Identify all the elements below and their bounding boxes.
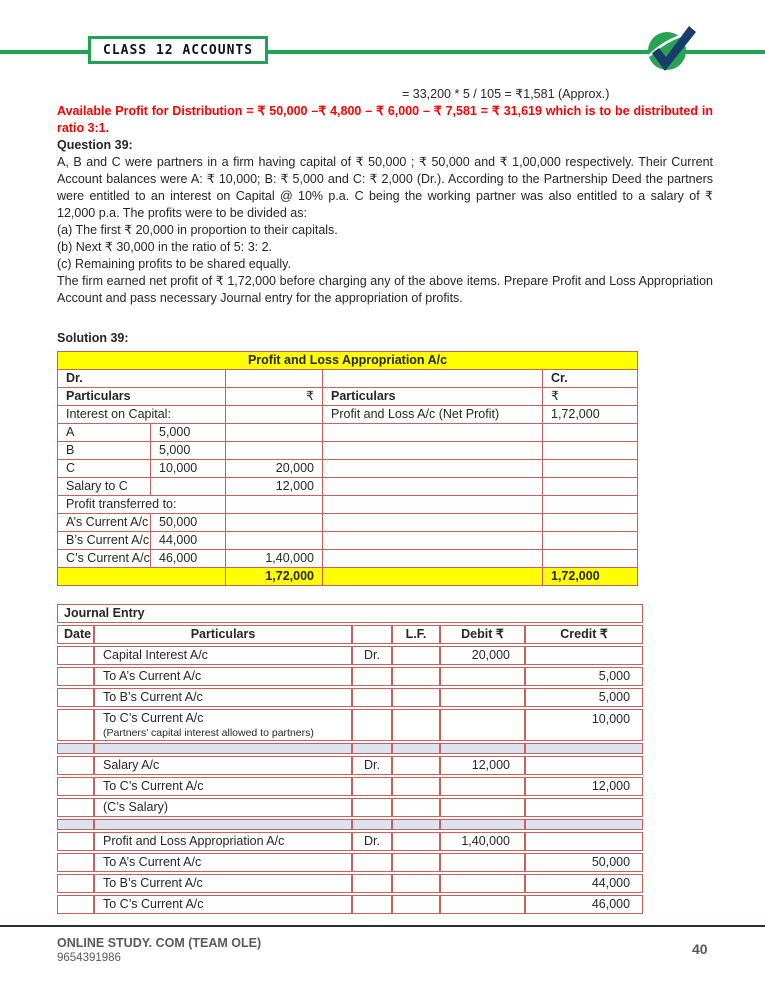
table-row — [58, 442, 638, 460]
question-point-c: (c) Remaining profits to be shared equally. — [57, 257, 291, 271]
col-header-rupee-right: ₹ — [543, 388, 638, 406]
table-row — [57, 625, 643, 644]
col-header-particulars-left: Particulars — [58, 388, 226, 406]
table-row — [57, 646, 643, 665]
journal-particulars: To C’s Current A/c — [94, 895, 352, 914]
available-profit-highlight: Available Profit for Distribution = ₹ 50,000 –₹ 4,800 – ₹ 6,000 – ₹ 7,581 = ₹ 31,619 which is to be distributed in ratio 3:1. — [57, 104, 713, 135]
pl-cell-amount: 1,40,000 — [226, 550, 323, 568]
separator-row — [57, 743, 643, 754]
footer-phone-number: 9654391986 — [57, 952, 121, 964]
class-badge: CLASS 12 ACCOUNTS — [88, 36, 268, 64]
table-row — [57, 832, 643, 851]
pl-cell-amount: 20,000 — [226, 460, 323, 478]
table-row — [57, 709, 643, 741]
pl-cell-amount — [226, 406, 323, 424]
journal-credit: 10,000 — [525, 709, 643, 741]
pl-cell-label: Profit transferred to: — [58, 496, 226, 514]
pl-cell-right-amount: 1,72,000 — [543, 406, 638, 424]
journal-debit: 12,000 — [440, 756, 525, 775]
table-row — [57, 798, 643, 817]
pl-cell-label: Interest on Capital: — [58, 406, 226, 424]
pl-cell-label: Salary to C — [58, 478, 151, 496]
table-row — [58, 460, 638, 478]
journal-entry-table — [57, 602, 643, 916]
solution-label: Solution 39: — [57, 331, 129, 345]
table-row — [57, 895, 643, 914]
table-row — [57, 756, 643, 775]
pl-cell-sub-amount: 50,000 — [151, 514, 226, 532]
pl-appropriation-table — [57, 351, 638, 586]
dr-label: Dr. — [58, 370, 226, 388]
journal-narration: (C’s Salary) — [94, 798, 352, 817]
table-row — [57, 777, 643, 796]
journal-dr: Dr. — [352, 832, 392, 851]
footer-divider — [0, 925, 765, 927]
pl-table-title: Profit and Loss Appropriation A/c — [58, 352, 638, 370]
table-row — [58, 496, 638, 514]
pl-cell-label: B’s Current A/c — [58, 532, 151, 550]
col-header-debit: Debit ₹ — [440, 625, 525, 644]
table-row — [57, 688, 643, 707]
question-label: Question 39: — [57, 138, 133, 152]
journal-credit: 44,000 — [525, 874, 643, 893]
col-header-date: Date — [57, 625, 94, 644]
question-closing: The firm earned net profit of ₹ 1,72,000 before charging any of the above items. Prepare Profit and Loss Appropriation Account and pass necessary Journal entry for the appropriation of profits. — [57, 274, 713, 305]
pl-cell-sub-amount: 5,000 — [151, 424, 226, 442]
checkmark-logo-icon — [642, 22, 700, 76]
pl-cell-label: C — [58, 460, 151, 478]
journal-particulars: To B’s Current A/c — [94, 688, 352, 707]
table-row — [58, 388, 638, 406]
question-point-b: (b) Next ₹ 30,000 in the ratio of 5: 3: 2. — [57, 240, 273, 254]
col-header-particulars: Particulars — [94, 625, 352, 644]
table-row — [58, 550, 638, 568]
journal-debit: 1,40,000 — [440, 832, 525, 851]
table-row — [58, 406, 638, 424]
pl-cell-label: B — [58, 442, 151, 460]
col-header-lf: L.F. — [392, 625, 440, 644]
journal-particulars: Salary A/c — [94, 756, 352, 775]
footer-site-name: ONLINE STUDY. COM (TEAM OLE) — [57, 936, 262, 950]
table-row — [57, 853, 643, 872]
table-row — [58, 424, 638, 442]
journal-credit: 5,000 — [525, 688, 643, 707]
journal-particulars: Capital Interest A/c — [94, 646, 352, 665]
pl-cell-sub-amount: 46,000 — [151, 550, 226, 568]
calculation-text: = 33,200 * 5 / 105 = ₹1,581 (Approx.) — [402, 87, 610, 101]
pl-cell-right-particulars: Profit and Loss A/c (Net Profit) — [323, 406, 543, 424]
pl-cell-sub-amount: 5,000 — [151, 442, 226, 460]
cr-label: Cr. — [543, 370, 638, 388]
col-header-rupee-left: ₹ — [226, 388, 323, 406]
pl-cell-label: A — [58, 424, 151, 442]
journal-particulars: To C’s Current A/c — [94, 777, 352, 796]
journal-dr: Dr. — [352, 646, 392, 665]
journal-credit: 12,000 — [525, 777, 643, 796]
separator-row — [57, 819, 643, 830]
journal-particulars: To B’s Current A/c — [94, 874, 352, 893]
table-row — [58, 532, 638, 550]
journal-debit: 20,000 — [440, 646, 525, 665]
journal-credit — [525, 646, 643, 665]
pl-total-left: 1,72,000 — [226, 568, 323, 586]
question-text: A, B and C were partners in a firm having capital of ₹ 50,000 ; ₹ 50,000 and ₹ 1,00,000 respectively. Their Current Account balances were A: ₹ 10,000; B: ₹ 5,000 and C: ₹ 2,000 (Dr.). According to the Partnership Deed the partners were entitled to an interest on Capital @ 10% p.a. C being the working partner was also entitled to a salary of ₹ 12,000 p.a. The profits were to be divided as: — [57, 155, 713, 220]
journal-particulars: To A’s Current A/c — [94, 853, 352, 872]
pl-cell-amount: 12,000 — [226, 478, 323, 496]
journal-credit: 50,000 — [525, 853, 643, 872]
table-row — [58, 370, 638, 388]
pl-cell-sub-amount: 44,000 — [151, 532, 226, 550]
table-row — [57, 874, 643, 893]
journal-narration: (Partners’ capital interest allowed to partners) — [103, 727, 314, 739]
journal-title: Journal Entry — [57, 604, 643, 623]
journal-particulars: Profit and Loss Appropriation A/c — [94, 832, 352, 851]
table-row — [58, 478, 638, 496]
pl-total-right: 1,72,000 — [543, 568, 638, 586]
journal-particulars: To C’s Current A/c — [103, 711, 204, 725]
table-row — [58, 514, 638, 532]
table-row — [57, 667, 643, 686]
table-row — [58, 352, 638, 370]
pl-cell-sub-amount: 10,000 — [151, 460, 226, 478]
col-header-particulars-right: Particulars — [323, 388, 543, 406]
pl-cell-label: A’s Current A/c — [58, 514, 151, 532]
col-header-credit: Credit ₹ — [525, 625, 643, 644]
table-row — [57, 604, 643, 623]
pl-cell-label: C’s Current A/c — [58, 550, 151, 568]
journal-particulars: To A’s Current A/c — [94, 667, 352, 686]
table-row-total — [58, 568, 638, 586]
journal-credit: 5,000 — [525, 667, 643, 686]
page-number: 40 — [692, 941, 708, 957]
question-point-a: (a) The first ₹ 20,000 in proportion to their capitals. — [57, 223, 338, 237]
journal-credit: 46,000 — [525, 895, 643, 914]
journal-dr: Dr. — [352, 756, 392, 775]
page-content — [57, 86, 713, 916]
